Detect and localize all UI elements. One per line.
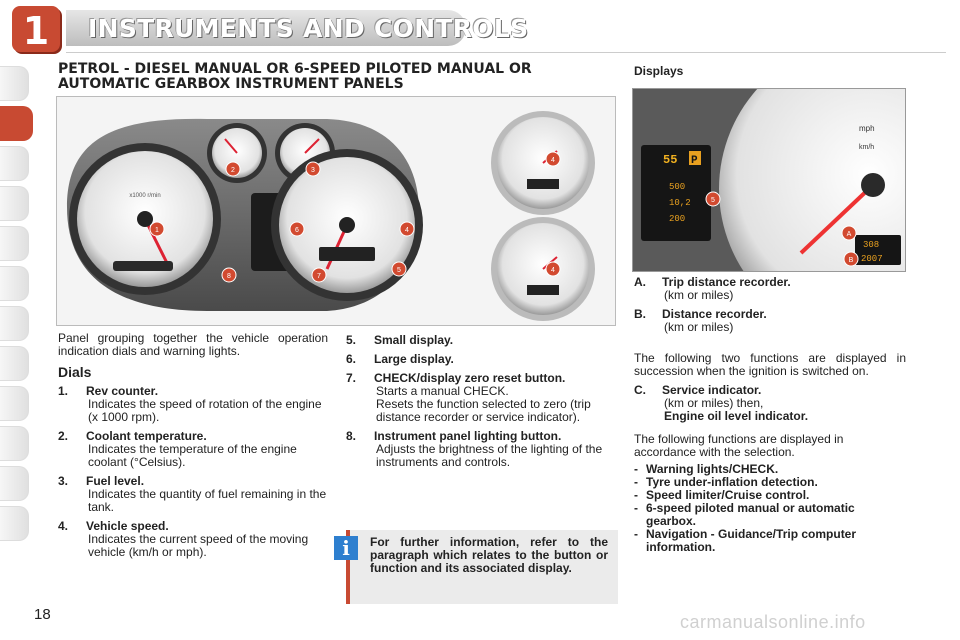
mph-label: mph (859, 124, 875, 133)
chapter-tab[interactable] (0, 306, 29, 341)
item-description: (km or miles) then, (664, 396, 764, 410)
list-item: 3. Fuel level. (58, 474, 145, 488)
svg-text:A: A (846, 231, 852, 238)
marker-b (844, 252, 858, 266)
chapter-tab[interactable] (0, 466, 29, 501)
chapter-badge (12, 6, 60, 52)
controls-column (346, 334, 616, 469)
item-description: Indicates the temperature of the engine coolant (°Celsius). (88, 442, 297, 469)
marker-4 (400, 222, 414, 236)
svg-text:4: 4 (551, 267, 555, 274)
marker-7 (312, 268, 326, 282)
list-item: 1. Rev counter. (58, 384, 159, 398)
list-item: 5. Small display. (346, 333, 454, 347)
info-text: For further information, refer to the paragraph which relates to the button or function and its associated display. (370, 535, 608, 575)
marker-5 (706, 192, 720, 206)
intro-text: Panel grouping together the vehicle operation indication dials and warning lights. (58, 331, 328, 358)
marker-3 (306, 162, 320, 176)
needle-hub (861, 173, 885, 197)
chapter-tab[interactable] (0, 426, 29, 461)
list-item: A. Trip distance recorder. (634, 275, 791, 289)
functions-list (634, 463, 906, 554)
list-item: - Warning lights/CHECK. (634, 462, 779, 476)
chapter-tab[interactable] (0, 346, 29, 381)
chapter-tab[interactable] (0, 386, 29, 421)
page-number: 18 (34, 606, 51, 623)
item-description: (km or miles) (664, 288, 734, 302)
readout-2: 10,2 (669, 198, 691, 208)
marker-4-alt-top (546, 152, 560, 166)
odometer-trip: 308 (863, 240, 880, 250)
displays-illustration (632, 88, 906, 272)
info-icon: i (334, 536, 358, 560)
list-item: - Navigation - Guidance/Trip computer information. (634, 527, 857, 554)
marker-6 (290, 222, 304, 236)
rev-counter-hub (137, 211, 153, 227)
marker-a (842, 226, 856, 240)
svg-text:2: 2 (231, 167, 235, 174)
readout-3: 200 (669, 214, 686, 224)
gear-readout: P (691, 155, 698, 167)
odometer-total: 2007 (861, 254, 883, 264)
svg-text:4: 4 (551, 157, 555, 164)
list-item: B. Distance recorder. (634, 307, 767, 321)
dials-heading: Dials (58, 364, 92, 380)
chapter-tab[interactable] (0, 506, 29, 541)
succession-text: The following two functions are displayed in succession when the ignition is switched on. (634, 351, 906, 378)
alt-small-display-bottom (527, 285, 559, 295)
chapter-tab[interactable] (0, 266, 29, 301)
warning-lights (113, 261, 173, 271)
dials-column (58, 332, 328, 559)
displays-column (634, 276, 906, 554)
list-item: C. Service indicator. (634, 383, 762, 397)
marker-2 (226, 162, 240, 176)
chapter-tab[interactable] (0, 66, 29, 101)
list-item: 7. CHECK/display zero reset button. (346, 371, 566, 385)
list-item: 8. Instrument panel lighting button. (346, 429, 562, 443)
dials-list (58, 385, 328, 559)
svg-text:7: 7 (317, 273, 321, 280)
alt-small-display-top (527, 179, 559, 189)
marker-4-alt-bottom (546, 262, 560, 276)
chapter-tabs (0, 66, 34, 546)
section-heading: PETROL - DIESEL MANUAL OR 6-SPEED PILOTED MANUAL OR AUTOMATIC GEARBOX INSTRUMENT PANELS (58, 61, 532, 92)
speed-limit-readout: 55 (663, 153, 678, 167)
header-divider (66, 52, 946, 53)
item-description: Indicates the quantity of fuel remaining in the tank. (88, 487, 327, 514)
item-description: Resets the function selected to zero (trip distance recorder or service indicator). (376, 397, 591, 424)
svg-text:1: 1 (155, 227, 159, 234)
displays-drawing (633, 89, 905, 271)
svg-text:4: 4 (405, 227, 409, 234)
svg-text:B: B (848, 257, 854, 264)
marker-5 (392, 262, 406, 276)
item-description: (km or miles) (664, 320, 734, 334)
marker-8 (222, 268, 236, 282)
list-item: 6. Large display. (346, 352, 454, 366)
chapter-tab[interactable] (0, 226, 29, 261)
item-description: Adjusts the brightness of the lighting of the instruments and controls. (376, 442, 603, 469)
svg-text:3: 3 (311, 167, 315, 174)
rev-counter-unit: x1000 r/min (129, 193, 161, 199)
list-item: 2. Coolant temperature. (58, 429, 207, 443)
list-item: - Speed limiter/Cruise control. (634, 488, 810, 502)
item-description: Starts a manual CHECK. (376, 384, 509, 398)
chapter-tab-active[interactable] (0, 106, 33, 141)
chapter-tab[interactable] (0, 146, 29, 181)
item-description: Engine oil level indicator. (664, 409, 809, 423)
watermark: carmanualsonline.info (680, 612, 866, 632)
svg-text:5: 5 (397, 267, 401, 274)
marker-1 (150, 222, 164, 236)
chapter-title: INSTRUMENTS AND CONTROLS (88, 14, 529, 43)
svg-text:8: 8 (227, 273, 231, 280)
svg-text:5: 5 (711, 197, 715, 204)
list-item: 4. Vehicle speed. (58, 519, 169, 533)
item-description: Indicates the current speed of the moving vehicle (km/h or mph). (88, 532, 309, 559)
kmh-label: km/h (859, 144, 875, 151)
list-item: - Tyre under-inflation detection. (634, 475, 818, 489)
instrument-panel-illustration (56, 96, 616, 326)
readout-1: 500 (669, 182, 686, 192)
page-header (0, 0, 960, 54)
chapter-tab[interactable] (0, 186, 29, 221)
list-item: - 6-speed piloted manual or automatic gearbox. (634, 501, 855, 528)
small-display (319, 247, 375, 261)
chapter-number: 1 (22, 9, 50, 53)
instrument-panel-drawing (57, 97, 615, 325)
item-description: Indicates the speed of rotation of the engine (x 1000 rpm). (88, 397, 322, 424)
following-text: The following functions are displayed in accordance with the selection. (634, 432, 844, 459)
speedometer-hub (339, 217, 355, 233)
svg-text:6: 6 (295, 227, 299, 234)
displays-heading: Displays (634, 64, 684, 78)
